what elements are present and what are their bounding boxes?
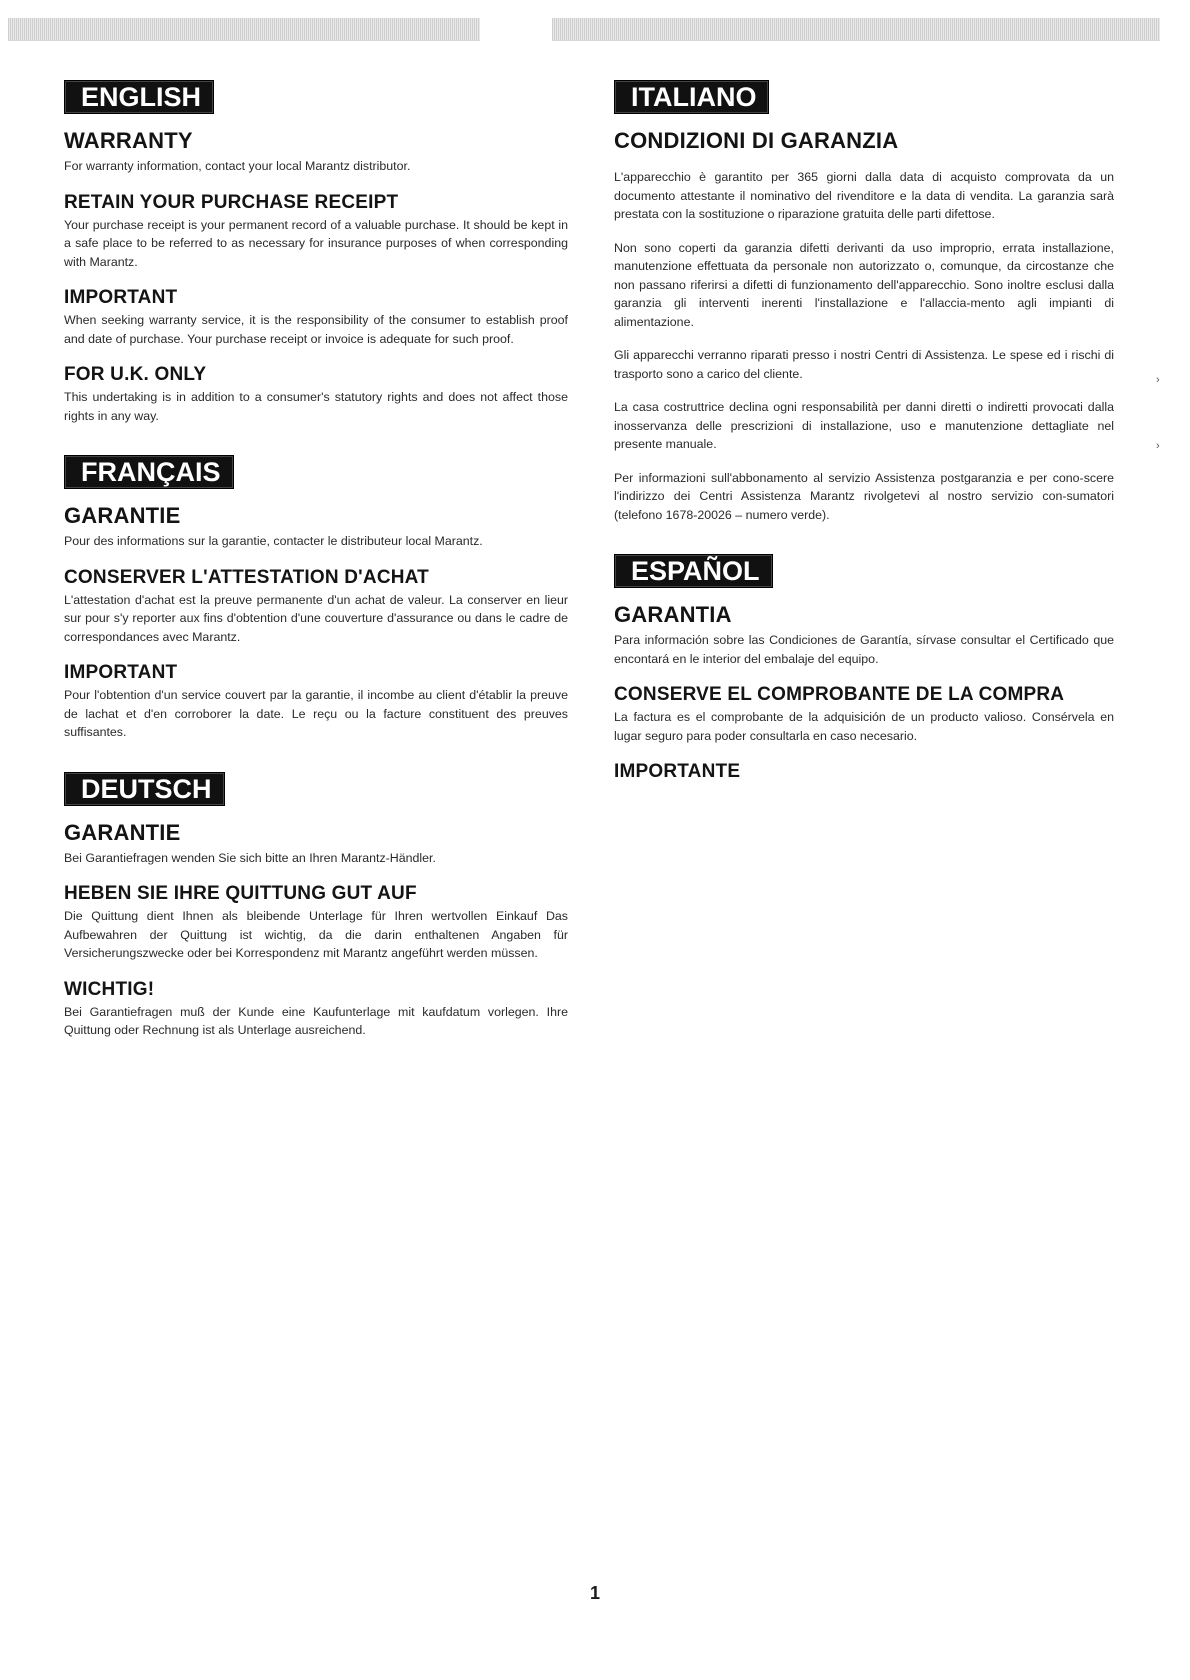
uk-only-text: This undertaking is in addition to a consumer's statutory rights and does not affect those rights in any way.	[64, 390, 568, 423]
right-column	[614, 80, 1114, 785]
espanol-section	[614, 554, 1114, 783]
scan-speck: ›	[1156, 440, 1160, 452]
english-language-tab: ENGLISH	[64, 80, 214, 114]
italiano-paragraph: Per informazioni sull'abbonamento al servizio Assistenza postgaranzia e per cono-scere l'indirizzo dei Centri Assistenza Marantz rivolgetevi al nostro servizio con-sumatori (telefono 1678-20026 – numero verde).	[614, 470, 1114, 522]
garantie-text: Bei Garantiefragen wenden Sie sich bitte an Ihren Marantz-Händler.	[64, 850, 436, 865]
important-heading: IMPORTANT	[64, 287, 178, 308]
wichtig-heading: WICHTIG!	[64, 978, 155, 1000]
retain-receipt-heading: RETAIN YOUR PURCHASE RECEIPT	[64, 191, 399, 213]
important-text: Pour l'obtention d'un service couvert par la garantie, il incombe au client d'établir la preuve de lachat et d'en corroborer la date. Le reçu ou la facture constituent des preuves suffisantes.	[64, 688, 568, 739]
italiano-paragraph: Gli apparecchi verranno riparati presso i nostri Centri di Assistenza. Le spese ed i rischi di trasporto sono a carico del cliente.	[614, 348, 1114, 381]
uk-only-heading: FOR U.K. ONLY	[64, 364, 207, 385]
scan-artifact-band	[8, 18, 480, 41]
scan-artifact-band	[552, 18, 1160, 41]
condizioni-heading: CONDIZIONI DI GARANZIA	[614, 128, 899, 153]
scan-speck: ›	[1156, 374, 1160, 386]
garantie-text: Pour des informations sur la garantie, contacter le distributeur local Marantz.	[64, 534, 483, 548]
garantie-heading: GARANTIE	[64, 819, 181, 845]
garantia-text: Para información sobre las Condiciones de Garantía, sírvase consultar el Certificado que encontará en le interior del embalaje del equipo.	[614, 633, 1114, 666]
conserve-text: La factura es el comprobante de la adquisición de un producto valioso. Consérvela en lugar seguro para poder consultarla en caso necesario.	[614, 710, 1114, 743]
page-number: 1	[589, 1583, 600, 1603]
conserve-heading: CONSERVE EL COMPROBANTE DE LA COMPRA	[614, 684, 1065, 705]
italiano-section	[614, 80, 1114, 524]
retain-receipt-text: Your purchase receipt is your permanent record of a valuable purchase. It should be kept in a safe place to be referred to as necessary for insurance purposes of when corresponding with Marantz.	[64, 217, 568, 269]
conserver-text: L'attestation d'achat est la preuve permanente d'un achat de valeur. La conserver en lieur sur pour s'y reporter aux fins d'obtention d'une couverture d'assurance ou dans le cadre de correspondances avec Marantz.	[64, 592, 568, 644]
heben-heading: HEBEN SIE IHRE QUITTUNG GUT AUF	[64, 883, 417, 904]
deutsch-language-tab: DEUTSCH	[64, 772, 225, 806]
garantie-heading: GARANTIE	[64, 503, 181, 528]
left-column	[64, 80, 568, 1040]
espanol-language-tab: ESPAÑOL	[614, 554, 773, 588]
deutsch-section	[64, 772, 568, 1040]
english-section	[64, 80, 568, 425]
important-heading: IMPORTANT	[64, 662, 178, 683]
heben-text: Die Quittung dient Ihnen als bleibende Unterlage für Ihren wertvollen Einkauf Das Aufbewahren der Quittung ist wichtig, da die darin enthaltenen Angaben für Versicherungszwecke oder bei Korrespondenz mit Marantz angeführt werden müssen.	[64, 909, 568, 960]
italiano-paragraph: Non sono coperti da garanzia difetti derivanti da uso improprio, errata installazione, manutenzione effettuata da personale non autorizzato o, comunque, da circostanze che non passano riferirsi a difetti di funzionamento dell'apparecchio. Sono inoltre esclusi dalla garanzia gli interventi inerenti l'installazione e l'allaccia-mento agli impianti di alimentazione.	[614, 240, 1114, 329]
garantia-heading: GARANTIA	[614, 602, 732, 627]
warranty-text: For warranty information, contact your local Marantz distributor.	[64, 159, 411, 173]
warranty-heading: WARRANTY	[64, 128, 193, 153]
italiano-language-tab: ITALIANO	[614, 80, 769, 114]
importante-heading: IMPORTANTE	[614, 761, 741, 782]
italiano-paragraph: L'apparecchio è garantito per 365 giorni dalla data di acquisto comprovata da un documento attestante il nominativo del rivenditore e la data di vendita. La garanzia sarà prestata con la sostituzione o riparazione gratuita delle parti difettose.	[614, 170, 1114, 221]
conserver-heading: CONSERVER L'ATTESTATION D'ACHAT	[64, 566, 429, 588]
italiano-paragraph: La casa costruttrice declina ogni responsabilità per danni diretti o indiretti provocati dalla inosservanza delle prescrizioni di installazione, uso e manutenzione dettagliate nel presente manuale.	[614, 400, 1114, 451]
important-text: When seeking warranty service, it is the responsibility of the consumer to establish proof and date of purchase. Your purchase receipt or invoice is adequate for such proof.	[64, 313, 568, 346]
francais-language-tab: FRANÇAIS	[64, 455, 234, 489]
francais-section	[64, 455, 568, 742]
wichtig-text: Bei Garantiefragen muß der Kunde eine Kaufunterlage mit kaufdatum vorlegen. Ihre Quittung oder Rechnung ist als Unterlage ausreichend.	[64, 1004, 568, 1037]
